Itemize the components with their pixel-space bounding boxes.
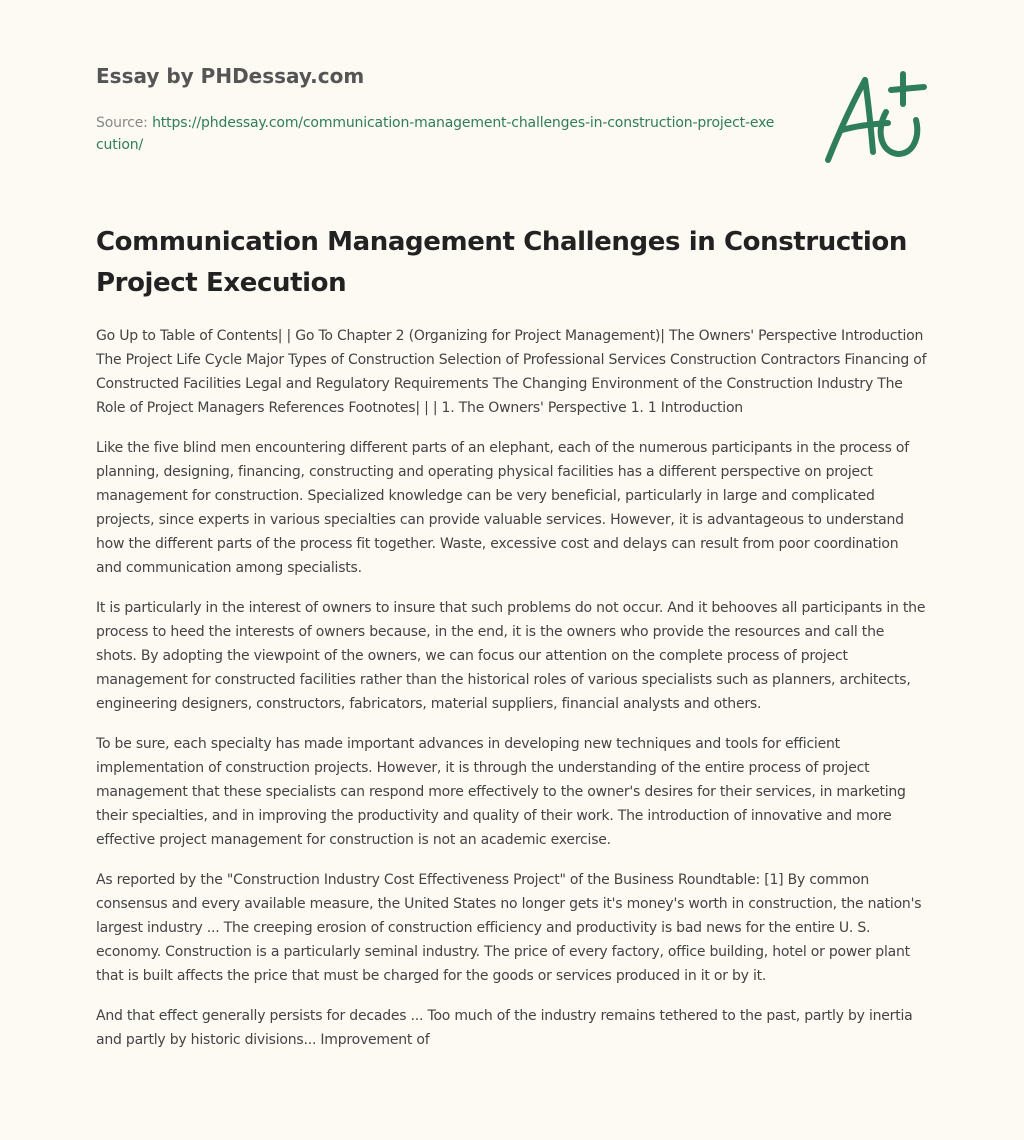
logo-letter-a-right-stroke (865, 80, 873, 152)
paragraph: Like the five blind men encountering different parts of an elephant, each of the numerous participants in the process of planning, designing, financing, constructing and operating physical facilities has a different perspective on project management for construction. Specialized knowledge can be very beneficial, particularly in large and complicated projects, since experts in various specialties can provide valuable services. However, it is advantageous to understand how the different parts of the process fit together. Waste, excessive cost and delays can result from poor coordination and communication among specialists. (96, 440, 909, 576)
paragraph: To be sure, each specialty has made important advances in developing new techniques and tools for efficient implementation of construction projects. However, it is through the understanding of the entire process of project management that these specialists can respond more effectively to the owner's desires for their services, in marketing their specialties, and in improving the productivity and quality of their work. The introduction of innovative and more effective project management for construction is not an academic exercise. (96, 736, 906, 848)
paragraph: And that effect generally persists for decades ... Too much of the industry remains tethered to the past, partly by inertia and partly by historic divisions... Improvement of (96, 1008, 913, 1048)
logo-plus-horizontal (891, 87, 924, 90)
article-title: Communication Management Challenges in Construction Project Execution (96, 227, 907, 298)
paragraph: It is particularly in the interest of owners to insure that such problems do not occur. And it behooves all participants in the process to heed the interests of owners because, in the end, it is the owners who provide the resources and call the shots. By adopting the viewpoint of the owners, we can focus our attention on the complete process of project management for constructed facilities rather than the historical roles of various specialists such as planners, architects, engineering designers, constructors, fabricators, material suppliers, financial analysts and others. (96, 600, 926, 712)
paragraph: As reported by the "Construction Industry Cost Effectiveness Project" of the Business Roundtable: [1] By common consensus and every available measure, the United States no longer gets it's money's worth in construction, the nation's largest industry ... The creeping erosion of construction efficiency and productivity is bad news for the entire U. S. economy. Construction is a particularly seminal industry. The price of every factory, office building, hotel or power plant that is built affects the price that must be charged for the goods or services produced in it or by it. (96, 872, 922, 984)
source-label: Source: (96, 115, 153, 131)
logo-swoosh (881, 112, 918, 154)
source-link[interactable]: https://phdessay.com/communication-management-challenges-in-construction-project-execution/ (96, 115, 775, 153)
source-line (96, 112, 776, 156)
paragraph: Go Up to Table of Contents| | Go To Chapter 2 (Organizing for Project Management)| The Owners' Perspective Introduction The Project Life Cycle Major Types of Construction Selection of Professional Services Construction Contractors Financing of Constructed Facilities Legal and Regulatory Requirements The Changing Environment of the Construction Industry The Role of Project Managers References Footnotes| | | 1. The Owners' Perspective 1. 1 Introduction (96, 328, 927, 416)
logo-letter-a-left-stroke (828, 80, 865, 160)
brand-title: Essay by PHDessay.com (96, 64, 365, 88)
article-body (96, 324, 928, 1068)
a-plus-grade-icon (820, 68, 932, 168)
